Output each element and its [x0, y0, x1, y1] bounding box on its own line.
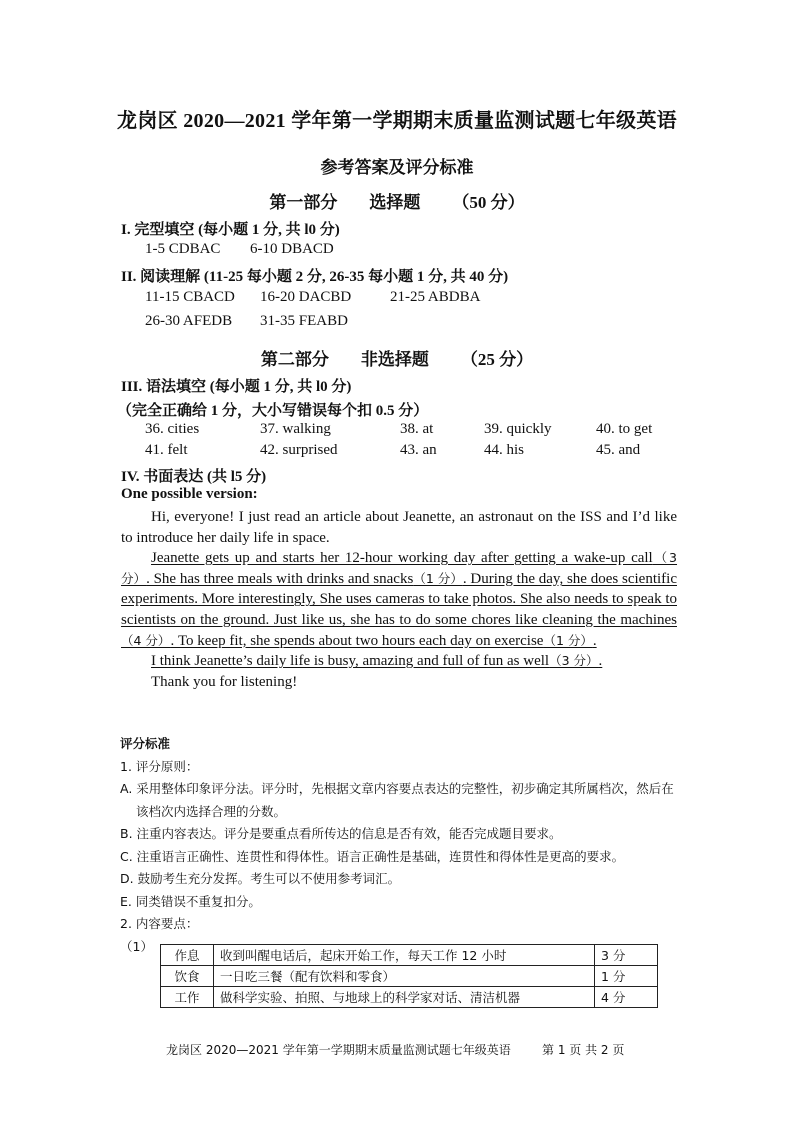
table-cell: 1 分 — [595, 966, 658, 987]
sec1-heading: I. 完型填空 (每小题 1 分, 共 l0 分) — [121, 222, 340, 238]
criteria-item: C. 注重语言正确性、连贯性和得体性。语言正确性是基础，连贯性和得体性是更高的要求。 — [120, 848, 625, 864]
criteria-item: （1） — [120, 938, 153, 954]
criteria-item: B. 注重内容表达。评分是要重点看所传达的信息是否有效，能否完成题目要求。 — [120, 826, 562, 841]
footer-title: 龙岗区 2020—2021 学年第一学期期末质量监测试题七年级英语 — [166, 1043, 511, 1057]
sec1-answer: 6-10 DBACD — [250, 241, 334, 257]
document-title: 龙岗区 2020—2021 学年第一学期期末质量监测试题七年级英语 — [117, 110, 677, 132]
sec3-answer: 42. surprised — [260, 442, 338, 458]
sec3-answer: 41. felt — [145, 442, 188, 458]
sec2-answer: 31-35 FEABD — [260, 313, 348, 329]
version-label: One possible version: — [121, 486, 258, 502]
table-cell: 3 分 — [595, 945, 658, 966]
sec2-answer: 16-20 DACBD — [260, 289, 352, 305]
sec3-answer: 39. quickly — [484, 421, 552, 437]
scoring-criteria — [120, 733, 680, 958]
part2-type: 非选择题 — [360, 350, 429, 369]
table-cell: 饮食 — [161, 966, 214, 987]
sec2-answer: 26-30 AFEDB — [145, 313, 233, 329]
part1-heading — [0, 188, 794, 213]
table-cell: 做科学实验、拍照、与地球上的科学家对话、清洁机器 — [214, 987, 595, 1008]
part2-heading — [0, 345, 794, 370]
part2-name: 第二部分 — [260, 350, 329, 369]
essay-paragraph: Thank you for listening! — [151, 673, 298, 690]
sec4-heading: IV. 书面表达 (共 l5 分) — [121, 469, 267, 485]
sec3-answer: 44. his — [484, 442, 525, 458]
criteria-item: 2. 内容要点： — [120, 916, 199, 931]
sec2-answer: 11-15 CBACD — [145, 289, 235, 305]
sec2-answer: 21-25 ABDBA — [390, 289, 481, 305]
criteria-item: A. 采用整体印象评分法。评分时，先根据文章内容要点表达的完整性，初步确定其所属档次，然后在该档次内选择合理的分数。 — [120, 781, 674, 819]
sec3-note: （完全正确给 1 分，大小写错误每个扣 0.5 分） — [117, 403, 429, 419]
criteria-item: 1. 评分原则： — [120, 758, 199, 774]
table-cell: 作息 — [161, 945, 214, 966]
table-cell: 4 分 — [595, 987, 658, 1008]
criteria-heading: 评分标准 — [120, 736, 171, 751]
content-points-table — [160, 944, 658, 1008]
footer-page-number: 第 1 页 共 2 页 — [542, 1043, 625, 1057]
sec3-answer: 37. walking — [260, 421, 331, 437]
sec3-answer: 43. an — [400, 442, 437, 458]
essay-paragraph: I think Jeanette’s daily life is busy, amazing and full of fun as well（3 分）. — [151, 653, 603, 670]
part1-name: 第一部分 — [269, 193, 338, 212]
part1-type: 选择题 — [369, 193, 421, 212]
criteria-item: D. 鼓励考生充分发挥。考生可以不使用参考词汇。 — [120, 871, 401, 886]
part1-score: （50 分） — [452, 193, 525, 212]
table-row — [161, 966, 658, 987]
sec3-heading: III. 语法填空 (每小题 1 分, 共 l0 分) — [121, 379, 352, 395]
essay-paragraph: Hi, everyone! I just read an article about Jeanette, an astronaut on the ISS and I’d like to introduce her daily life in space. — [121, 509, 677, 546]
table-row — [161, 987, 658, 1008]
criteria-item: E. 同类错误不重复扣分。 — [120, 893, 261, 909]
sec1-answer: 1-5 CDBAC — [145, 241, 221, 257]
table-cell: 一日吃三餐（配有饮料和零食） — [214, 966, 595, 987]
sec3-answer: 36. cities — [145, 421, 200, 437]
table-cell: 工作 — [161, 987, 214, 1008]
sec3-answer: 38. at — [400, 421, 434, 437]
sec3-answer: 45. and — [596, 442, 641, 458]
essay-paragraph: Jeanette gets up and starts her 12-hour working day after getting a wake-up call（3 分）. She has three meals with drinks and snacks（1 分）. During the day, she does scientific experiments. More interestingly, She uses cameras to take photos. She also needs to speak to scientists on the ground. Just like us, she has to do some chores like cleaning the machines（4 分）. To keep fit, she spends about two hours each day on exercise（1 分）. — [121, 550, 678, 649]
table-cell: 收到叫醒电话后，起床开始工作，每天工作 12 小时 — [214, 945, 595, 966]
essay — [121, 507, 677, 692]
sec3-answer: 40. to get — [596, 421, 653, 437]
document-subtitle: 参考答案及评分标准 — [320, 158, 474, 177]
part2-score: （25 分） — [460, 350, 534, 369]
table-row — [161, 945, 658, 966]
sec2-heading: II. 阅读理解 (11-25 每小题 2 分, 26-35 每小题 1 分, 共 40 分) — [121, 269, 509, 285]
